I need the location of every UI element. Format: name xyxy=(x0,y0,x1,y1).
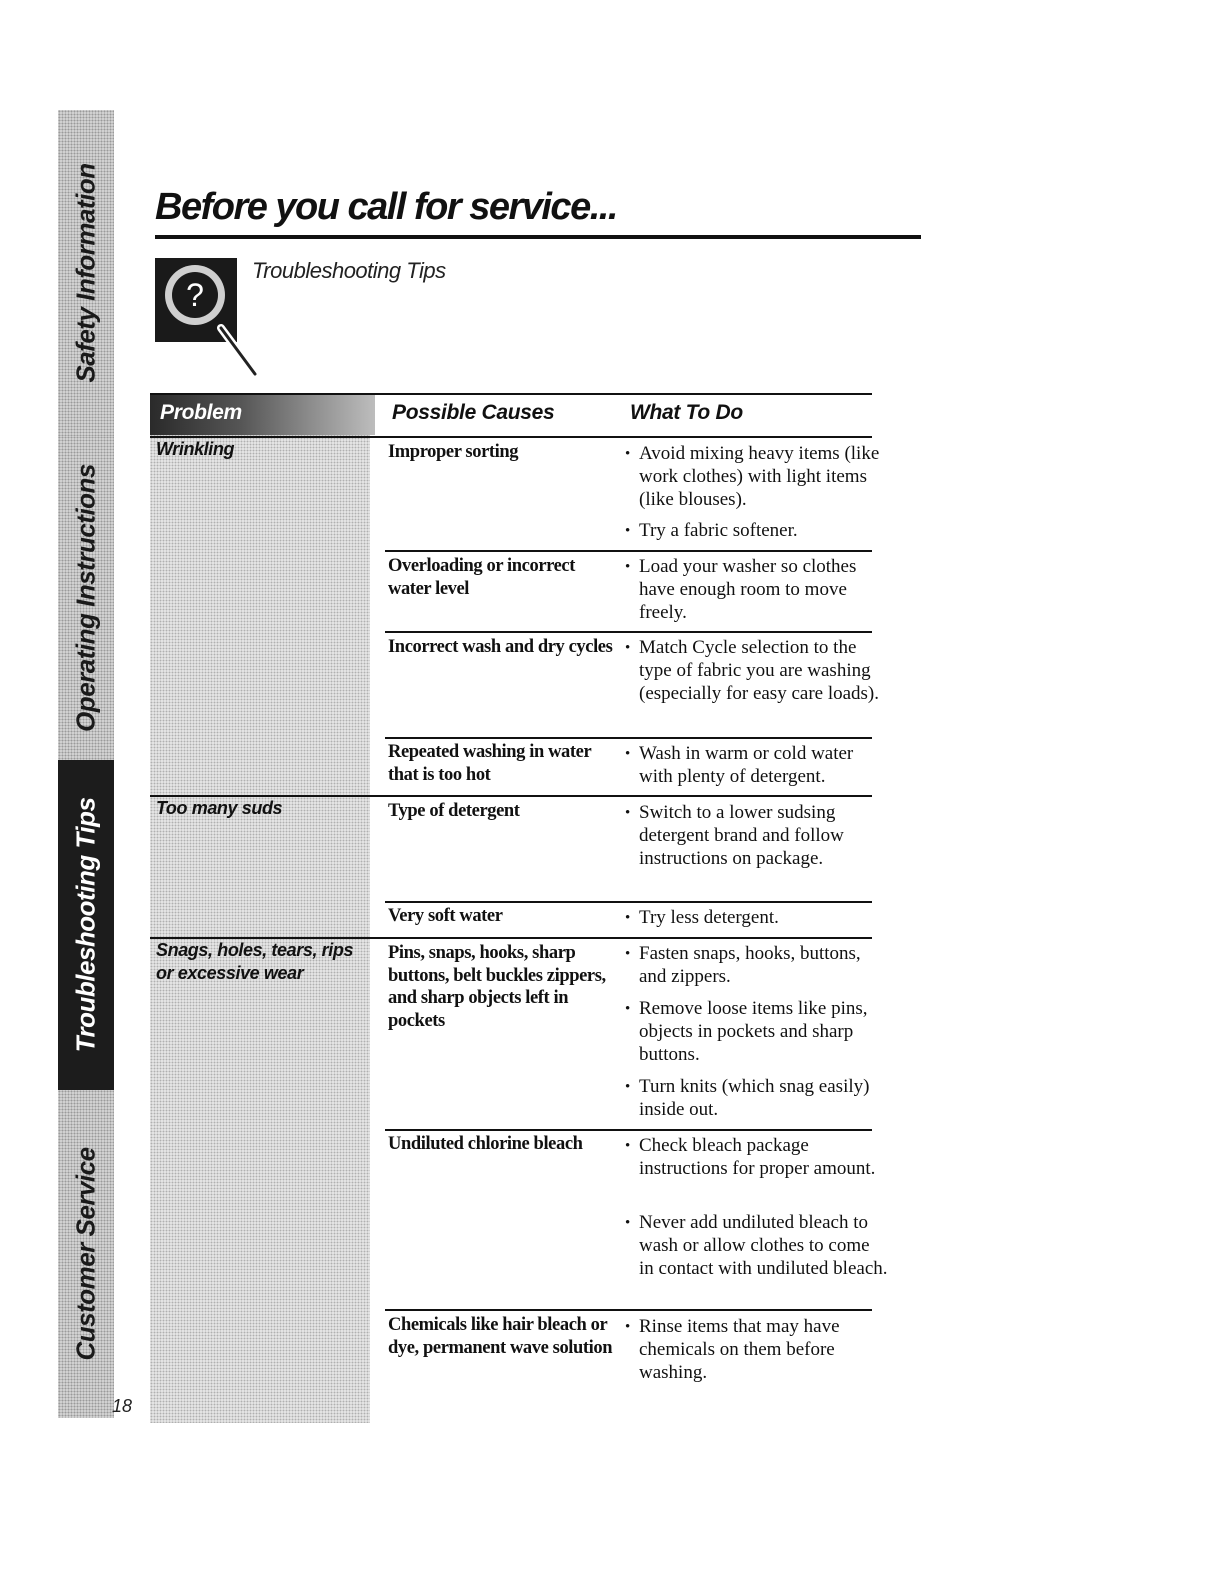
tab-safety-information[interactable] xyxy=(58,110,114,436)
action-bullet: • Switch to a lower sudsing detergent brand and follow instructions on package. xyxy=(625,802,889,870)
row-divider xyxy=(385,631,872,633)
cause-text: Incorrect wash and dry cycles xyxy=(388,637,613,657)
column-header-problem: Problem xyxy=(160,401,242,424)
tab-label: Operating Instructions xyxy=(70,464,101,732)
cause-text: Overloading or incorrect water level xyxy=(388,556,576,599)
sidebar-nav xyxy=(58,110,114,1418)
page-title: Before you call for service... xyxy=(155,186,617,228)
problem-label: Too many suds xyxy=(156,798,283,818)
problem-label: Wrinkling xyxy=(156,439,235,459)
tab-troubleshooting-tips[interactable] xyxy=(58,760,114,1090)
row-divider xyxy=(385,901,872,903)
cause-text: Very soft water xyxy=(388,906,503,926)
title-divider xyxy=(155,235,921,239)
group-divider xyxy=(150,937,872,939)
action-bullet: • Fasten snaps, hooks, buttons, and zippers. xyxy=(625,943,889,989)
cause-text: Chemicals like hair bleach or dye, permanent wave solution xyxy=(388,1315,613,1358)
row-divider xyxy=(385,1129,872,1131)
action-bullet: • Rinse items that may have chemicals on them before washing. xyxy=(625,1316,889,1384)
cause-text: Improper sorting xyxy=(388,442,519,462)
tab-label: Safety Information xyxy=(70,163,101,383)
tab-customer-service[interactable] xyxy=(58,1090,114,1418)
problem-label: Snags, holes, tears, rips or excessive wear xyxy=(156,940,354,983)
action-bullet: • Avoid mixing heavy items (like work clothes) with light items (like blouses). xyxy=(625,443,889,511)
action-bullet: • Match Cycle selection to the type of fabric you are washing (especially for easy care loads). xyxy=(625,637,889,705)
action-bullet: • Wash in warm or cold water with plenty of detergent. xyxy=(625,743,889,789)
action-bullet: • Load your washer so clothes have enough room to move freely. xyxy=(625,556,889,624)
magnifier-question-icon xyxy=(155,258,265,378)
page-number: 18 xyxy=(112,1396,133,1416)
action-bullet: • Remove loose items like pins, objects in pockets and sharp buttons. xyxy=(625,998,889,1066)
group-divider xyxy=(150,795,872,797)
action-bullet: • Never add undiluted bleach to wash or allow clothes to come in contact with undiluted bleach. xyxy=(625,1212,889,1280)
tab-label: Customer Service xyxy=(70,1147,101,1361)
section-subtitle: Troubleshooting Tips xyxy=(252,258,446,283)
action-bullet: • Try less detergent. xyxy=(625,907,889,930)
action-bullet: • Turn knits (which snag easily) inside out. xyxy=(625,1076,889,1122)
row-divider xyxy=(385,550,872,552)
row-divider xyxy=(385,737,872,739)
cause-text: Type of detergent xyxy=(388,801,520,821)
tab-label: Troubleshooting Tips xyxy=(70,797,101,1053)
cause-text: Pins, snaps, hooks, sharp buttons, belt buckles zippers, and sharp objects left in pockets xyxy=(388,943,606,1031)
column-header-what-to-do: What To Do xyxy=(630,401,743,424)
action-bullet: • Try a fabric softener. xyxy=(625,520,889,543)
row-divider xyxy=(385,1309,872,1311)
action-bullet: • Check bleach package instructions for proper amount. xyxy=(625,1135,889,1181)
svg-text:?: ? xyxy=(186,277,204,313)
problem-column-shading xyxy=(150,395,370,1423)
cause-text: Undiluted chlorine bleach xyxy=(388,1134,583,1154)
tab-operating-instructions[interactable] xyxy=(58,436,114,760)
troubleshooting-table xyxy=(150,393,888,1423)
column-header-causes: Possible Causes xyxy=(392,401,555,424)
cause-text: Repeated washing in water that is too hot xyxy=(388,742,591,785)
